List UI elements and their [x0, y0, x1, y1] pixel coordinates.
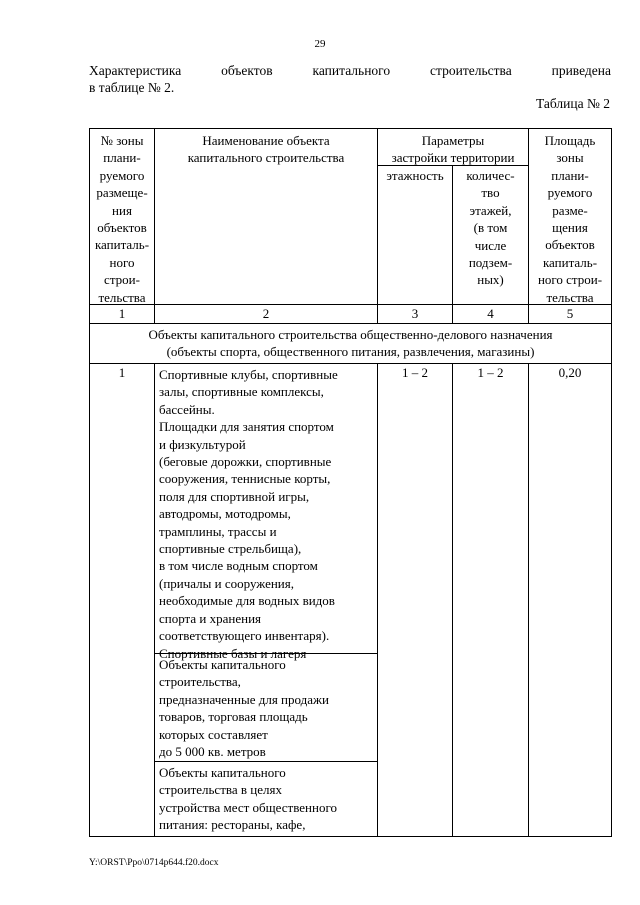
name-part	[155, 654, 377, 762]
text-line: тво	[481, 185, 500, 201]
text-line: объектов	[97, 220, 147, 236]
text-line: подзем-	[468, 255, 513, 271]
col-num-1: 1	[90, 305, 155, 324]
text-line: ния	[112, 202, 132, 218]
text-line: (причалы и сооружения,	[159, 575, 294, 591]
zone-cell: 1	[90, 364, 155, 837]
col-num-2: 2	[155, 305, 378, 324]
text-line: поля для спортивной игры,	[159, 488, 310, 504]
text-line: руемого	[547, 185, 593, 201]
header-name	[155, 129, 378, 305]
text-line: тельства	[98, 289, 146, 305]
text-line: количес-	[466, 168, 515, 183]
intro-line-2: в таблице № 2.	[89, 80, 175, 95]
text-line: сооружения, теннисные корты,	[159, 471, 331, 487]
text-line: тельства	[546, 289, 594, 305]
name-part	[155, 762, 377, 837]
text-line: объектов	[545, 237, 595, 253]
text-line: Объекты капитального	[159, 765, 286, 780]
col-num-3: 3	[378, 305, 453, 324]
text-line: зоны	[556, 150, 584, 166]
text-line: в том числе водным спортом	[159, 558, 318, 574]
text-line: Площадки для занятия спортом	[159, 419, 334, 435]
text-line: Объекты капитального	[159, 657, 286, 672]
text-line: питания: рестораны, кафе,	[159, 817, 306, 833]
text-line: Спортивные базы и лагеря	[159, 645, 307, 661]
col-num-4: 4	[453, 305, 529, 324]
text-line: строи-	[104, 272, 140, 288]
table-header-row	[90, 129, 612, 305]
text-line: Параметры	[421, 133, 485, 148]
text-line: размеще-	[96, 185, 148, 201]
text-line: автодромы, мотодромы,	[159, 506, 291, 522]
table-label: Таблица № 2	[536, 96, 610, 111]
intro-paragraph	[89, 62, 611, 96]
floor-count-cell: 1 – 2	[453, 364, 529, 837]
text-line: ного	[109, 254, 135, 270]
characteristics-table	[89, 128, 612, 837]
text-line: ного строи-	[537, 272, 603, 288]
header-area	[529, 129, 612, 305]
section-row	[90, 324, 612, 364]
text-line: товаров, торговая площадь	[159, 709, 308, 725]
text-line: до 5 000 кв. метров	[159, 744, 266, 760]
floors-cell: 1 – 2	[378, 364, 453, 837]
text-line: спорта и хранения	[159, 610, 262, 626]
area-cell: 0,20	[529, 364, 612, 837]
header-zone	[90, 129, 155, 305]
table-row	[90, 364, 612, 837]
text-line: капитального строительства	[187, 150, 345, 166]
text-line: устройства мест общественного	[159, 799, 337, 815]
text-line: и физкультурой	[159, 436, 246, 452]
intro-line-1: Характеристика объектов капитального строительства приведена	[89, 63, 611, 78]
text-line: этажей,	[469, 202, 512, 218]
text-line: ных)	[477, 272, 504, 288]
section-title	[90, 324, 612, 364]
text-line: спортивные стрельбища),	[159, 541, 302, 557]
col-num-5: 5	[529, 305, 612, 324]
name-part	[155, 364, 377, 661]
page-number: 29	[314, 38, 326, 50]
text-line: Спортивные клубы, спортивные	[159, 367, 338, 382]
text-line: (объекты спорта, общественного питания, развлечения, магазины)	[166, 344, 535, 359]
name-cell	[155, 364, 378, 837]
text-line: капиталь-	[94, 237, 150, 253]
text-line: плани-	[551, 167, 589, 183]
text-line: бассейны.	[159, 401, 215, 417]
text-line: Площадь	[544, 133, 596, 148]
text-line: щения	[552, 220, 588, 236]
text-line: плани-	[103, 150, 141, 166]
text-line: соответствующего инвентаря).	[159, 628, 330, 644]
header-floors	[378, 166, 453, 304]
text-line: необходимые для водных видов	[159, 593, 335, 609]
text-line: трамплины, трассы и	[159, 523, 277, 539]
text-line: № зоны	[100, 133, 144, 148]
text-line: Объекты капитального строительства общественно-делового назначения	[148, 327, 553, 342]
text-line: (беговые дорожки, спортивные	[159, 454, 332, 470]
header-params-title	[378, 129, 528, 166]
text-line: разме-	[552, 202, 588, 218]
text-line: застройки территории	[391, 150, 515, 166]
text-line: капиталь-	[542, 254, 598, 270]
text-line: строительства в целях	[159, 782, 282, 798]
header-floor-count	[453, 166, 528, 304]
text-line: строительства,	[159, 674, 241, 690]
text-line: этажность	[386, 168, 444, 183]
text-line: которых составляет	[159, 726, 268, 742]
text-line: залы, спортивные комплексы,	[159, 384, 324, 400]
file-path-footer: Y:\ORST\Ppo\0714p644.f20.docx	[89, 858, 219, 868]
text-line: руемого	[99, 167, 145, 183]
column-number-row	[90, 305, 612, 324]
text-line: Наименование объекта	[202, 133, 330, 148]
text-line: (в том	[473, 220, 508, 236]
text-line: предназначенные для продажи	[159, 691, 329, 707]
text-line: числе	[474, 237, 507, 253]
header-params	[378, 129, 529, 305]
